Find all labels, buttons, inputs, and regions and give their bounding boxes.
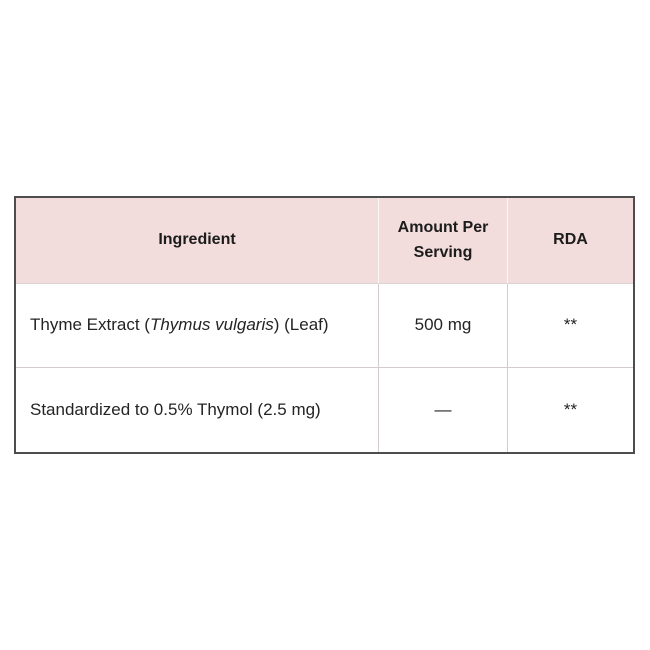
ingredient-text	[30, 397, 321, 423]
ingredient-species-name: Thymus vulgaris	[149, 315, 274, 335]
column-header-rda-label: RDA	[553, 231, 588, 249]
table-row-1-amount-cell	[378, 284, 507, 368]
column-header-amount-per-serving	[378, 198, 507, 284]
column-header-ingredient-label: Ingredient	[158, 231, 236, 249]
column-header-amount-per-serving-label: Amount Per Serving	[397, 218, 489, 261]
rda-value: **	[563, 399, 578, 419]
column-header-ingredient	[16, 198, 378, 284]
ingredient-text	[30, 312, 329, 338]
amount-value: —	[434, 399, 452, 419]
table-row-2-ingredient-cell	[16, 368, 378, 452]
amount-value: 500 mg	[414, 315, 472, 335]
supplement-facts-table	[14, 196, 635, 454]
table-row-1-ingredient-cell	[16, 284, 378, 368]
rda-value: **	[563, 315, 578, 335]
column-header-rda	[507, 198, 633, 284]
ingredient-text-suffix: ) (Leaf)	[273, 315, 329, 335]
table-row-1-rda-cell	[507, 284, 633, 368]
table-row-2-amount-cell	[378, 368, 507, 452]
ingredient-text-prefix: Thyme Extract (	[30, 315, 150, 335]
table-row-2-rda-cell	[507, 368, 633, 452]
ingredient-text-prefix: Standardized to 0.5% Thymol (2.5 mg)	[30, 399, 321, 419]
